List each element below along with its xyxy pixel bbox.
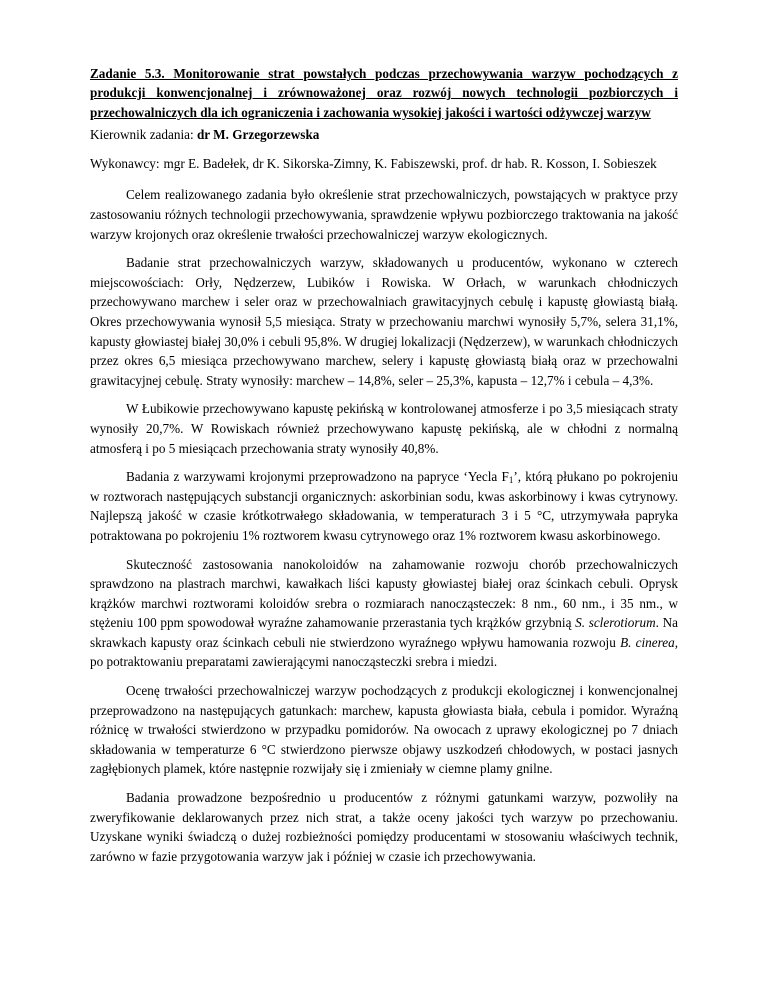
task-manager-label: Kierownik zadania: [90, 127, 194, 143]
paragraph-chinese-cabbage: W Łubikowie przechowywano kapustę pekińską w kontrolowanej atmosferze i po 3,5 miesiącach straty wynosiły 20,7%. W Rowiskach również przechowywano kapustę pekińską, ale w chłodni z normalną atmosferą i po 5 miesiącach przechowania straty wynosiły 40,8%. [90, 401, 678, 456]
paragraph-cut-vegetables-text-a: Badania z warzywami krojonymi przeprowadzono na papryce ‘Yecla F [126, 469, 509, 485]
paragraph-nanocolloids-text-b: . Na skrawkach kapusty oraz ścinkach cebuli nie stwierdzono wyraźnego wpływu hamowania rozwoju [90, 615, 678, 650]
paragraph-nanocolloids-text-a: Skuteczność zastosowania nanokoloidów na zahamowanie rozwoju chorób przechowalniczych sprawdzono na plastrach marchwi, kawałkach liści kapusty głowiastej białej oraz ścinkach cebuli. Oprysk krążków marchwi roztworami koloidów srebra o rozmiarach nanocząsteczek: 8 nm., 60 nm., i 35 nm., w stężeniu 100 ppm spowodował wyraźne zahamowanie przerastania tych krążków grzybnią [90, 556, 678, 631]
paragraph-storage-losses: Badanie strat przechowalniczych warzyw, składowanych u producentów, wykonano w czterech miejscowościach: Orły, Nędzerzew, Lubików i Rowiska. W Orłach, w warunkach chłodniczych przechowywano marchew i seler oraz w przechowalniach grawitacyjnych cebulę i kapustę głowiastą białą. Okres przechowywania wynosił 5,5 miesiąca. Straty w przechowaniu marchwi wynosiły 5,7%, selera 31,1%, kapusty głowiastej białej 30,0% i cebuli 95,8%. W drugiej lokalizacji (Nędzerzew), w warunkach chłodniczych przez okres 6,5 miesiąca przechowywano marchew, selery i kapustę głowiastą białą oraz w przechowalni grawitacyjnej cebulę. Straty wynosiły: marchew – 14,8%, seler – 25,3%, kapusta – 12,7% i cebula – 4,3%. [90, 255, 678, 388]
task-manager-line [90, 125, 678, 145]
paragraph-conclusions: Badania prowadzone bezpośrednio u producentów z różnymi gatunkami warzyw, pozwoliły na zweryfikowanie deklarowanych przez nich strat, a także oceny jakości tych warzyw po przechowaniu. Uzyskane wyniki świadczą o dużej rozbieżności pomiędzy producentami w stosowaniu właściwych technik, zarówno w fazie przygotowania warzyw jak i później w czasie ich przechowywania. [90, 790, 678, 864]
task-workers-names: mgr E. Badełek, dr K. Sikorska-Zimny, K. Fabiszewski, prof. dr hab. R. Kosson, I. Sobieszek [163, 155, 657, 171]
task-manager-name: dr M. Grzegorzewska [196, 127, 320, 143]
document-page [90, 64, 678, 866]
paragraph-nanocolloids [90, 555, 678, 673]
paragraph-cut-vegetables-text-b: ’, którą płukano po pokrojeniu w roztworach następujących substancji organicznych: askorbinian sodu, kwas askorbinowy i kwas cytrynowy. Najlepszą jakość w czasie krótkotrwałego składowania, w temperaturach 3 i 5 °C, utrzymywała papryka potraktowana po pokrojeniu 1% roztworem kwasu cytrynowego oraz 1% roztworem kwasu askorbinowego. [90, 469, 678, 543]
paragraph-organic-durability: Ocenę trwałości przechowalniczej warzyw pochodzących z produkcji ekologicznej i konwencjonalnej przeprowadzono na następujących gatunkach: marchew, kapusta głowiasta biała, cebula i pomidor. Wyraźną różnicę w trwałości stwierdzono w przypadku pomidorów. Na owocach z uprawy ekologicznej po 7 dniach składowania w temperaturze 6 °C stwierdzono pierwsze objawy uszkodzeń chłodowych, w postaci jasnych zagłębionych plamek, które następnie rozwijały się i zmieniały w ciemne plamy gnilne. [90, 683, 678, 777]
paragraph-aim: Celem realizowanego zadania było określenie strat przechowalniczych, powstających w praktyce przy zastosowaniu różnych technologii przechowywania, sprawdzenie wpływu pozbiorczego traktowania na jakość warzyw krojonych oraz określenie trwałości przechowalniczej warzyw ekologicznych. [90, 187, 678, 242]
species-name-cinerea: B. cinerea, [620, 634, 679, 650]
task-title: Zadanie 5.3. Monitorowanie strat powstałych podczas przechowywania warzyw pochodzących z produkcji konwencjonalnej i zrównoważonej oraz rozwój nowych technologii pozbiorczych i przechowalniczych dla ich ograniczenia i zachowania wysokiej jakości i wartości odżywczej warzyw [90, 66, 678, 120]
task-workers-label: Wykonawcy: [90, 155, 160, 171]
paragraph-cut-vegetables [90, 467, 678, 545]
task-workers-line [90, 154, 678, 174]
paragraph-cut-vegetables-subscript: 1 [508, 475, 514, 486]
species-name-sclerotiorum: S. sclerotiorum [575, 615, 656, 631]
paragraph-nanocolloids-text-c: po potraktowaniu preparatami zawierającymi nanocząsteczki srebra i miedzi. [90, 654, 498, 670]
